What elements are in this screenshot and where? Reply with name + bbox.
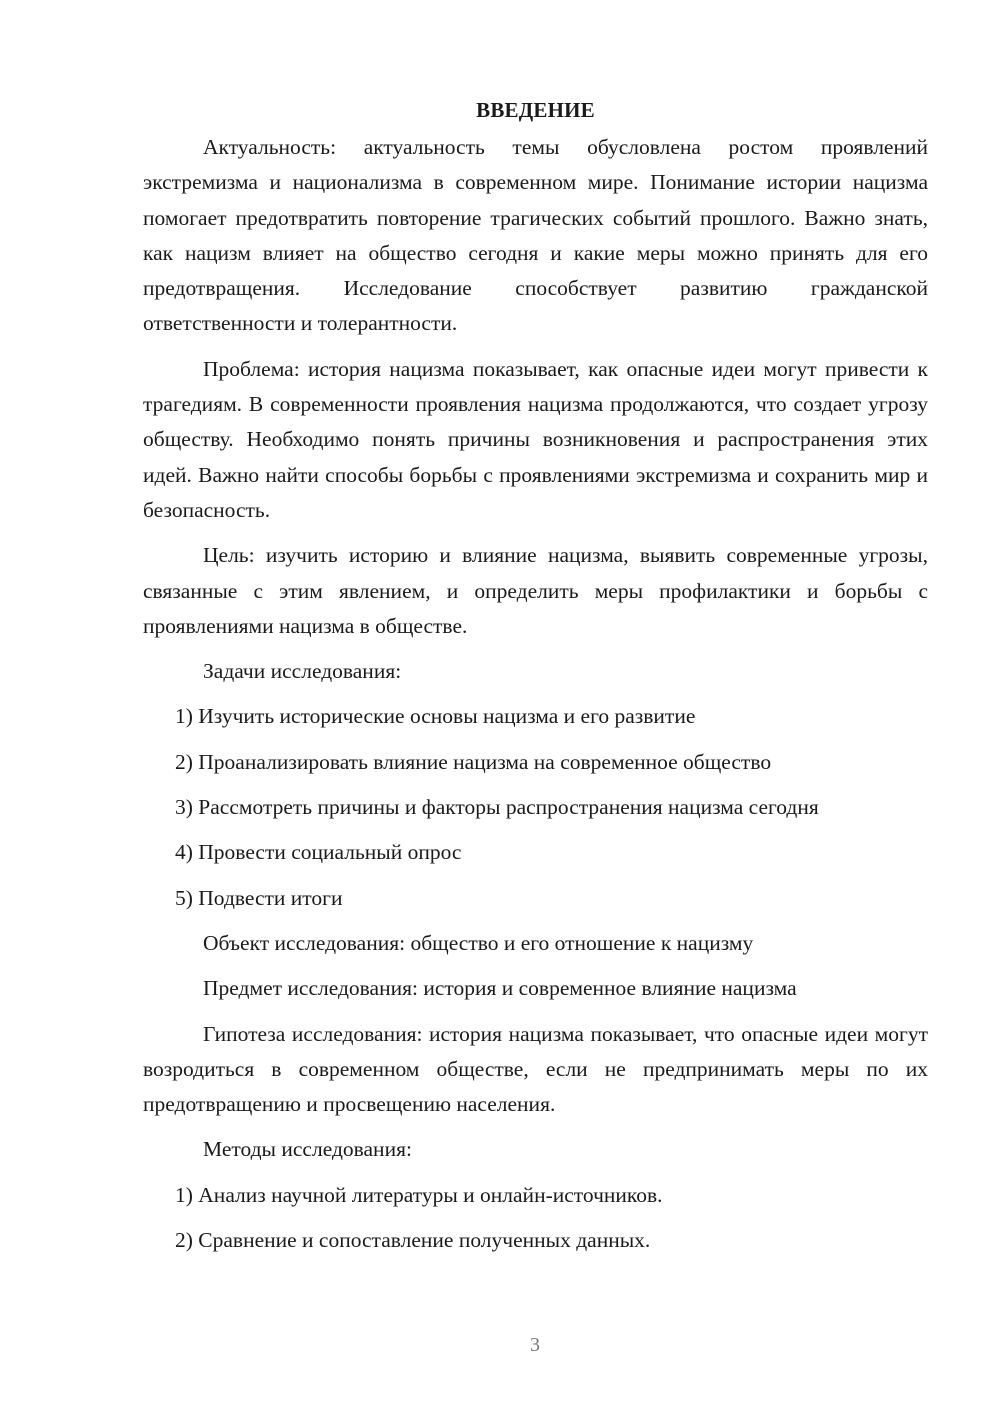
- problem-paragraph: Проблема: история нацизма показывает, как опасные идеи могут привести к трагедиям. В современности проявления нацизма продолжаются, что создает угрозу обществу. Необходимо понять причины возникновения и распространения этих идей. Важно найти способы борьбы с проявлениями экстремизма и сохранить мир и безопасность.: [143, 356, 928, 522]
- methods-list: [143, 1178, 928, 1259]
- object-line: Объект исследования: общество и его отношение к нацизму: [203, 930, 754, 955]
- hypothesis-paragraph: Гипотеза исследования: история нацизма показывает, что опасные идеи могут возродиться в современном обществе, если не предпринимать меры по их предотвращению и просвещению населения.: [143, 1021, 928, 1117]
- page-title: ВВЕДЕНИЕ: [476, 98, 595, 122]
- page-number: 3: [530, 1334, 540, 1356]
- list-item: 1) Изучить исторические основы нацизма и его развитие: [175, 704, 696, 729]
- list-item: 5) Подвести итоги: [175, 885, 343, 910]
- list-item: 2) Сравнение и сопоставление полученных данных.: [175, 1228, 651, 1253]
- list-item: 4) Провести социальный опрос: [175, 840, 462, 865]
- list-item: 2) Проанализировать влияние нацизма на современное общество: [175, 749, 772, 774]
- tasks-label: Задачи исследования:: [203, 659, 402, 684]
- methods-label: Методы исследования:: [203, 1137, 412, 1162]
- list-item: 1) Анализ научной литературы и онлайн-источников.: [175, 1182, 663, 1207]
- goal-paragraph: Цель: изучить историю и влияние нацизма, выявить современные угрозы, связанные с этим явлением, и определить меры профилактики и борьбы с проявлениями нацизма в обществе.: [143, 543, 928, 638]
- list-item: 3) Рассмотреть причины и факторы распространения нацизма сегодня: [175, 795, 819, 820]
- relevance-paragraph: Актуальность: актуальность темы обусловлена ростом проявлений экстремизма и национализма в современном мире. Понимание истории нацизма помогает предотвратить повторение трагических событий прошлого. Важно знать, как нацизм влияет на общество сегодня и какие меры можно принять для его предотвращения. Исследование способствует развитию гражданской ответственности и толерантности.: [143, 135, 928, 336]
- document-page: [143, 95, 928, 1268]
- tasks-list: [143, 699, 928, 915]
- subject-line: Предмет исследования: история и современное влияние нацизма: [203, 976, 797, 1001]
